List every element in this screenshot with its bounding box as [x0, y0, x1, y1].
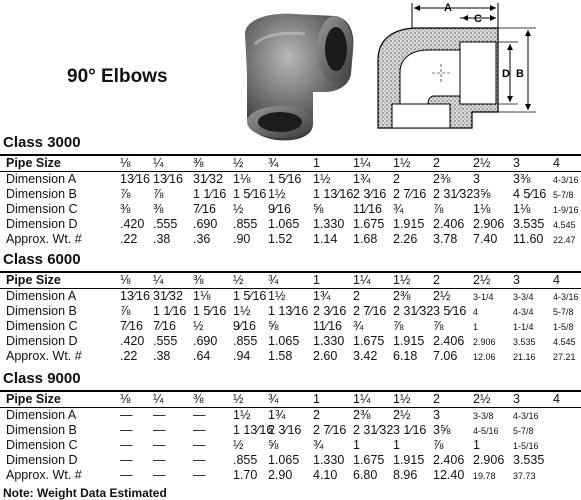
table-cell: ½: [233, 438, 244, 452]
table-cell: 9⁄16: [233, 319, 256, 333]
table-cell: .36: [193, 232, 211, 246]
table-cell: .90: [233, 232, 251, 246]
table-cell: .555: [153, 217, 178, 231]
table-cell: ⅞: [393, 319, 404, 333]
table-row: [0, 304, 581, 319]
table-cell: 22.47: [553, 235, 576, 245]
table-cell: 19.78: [473, 471, 496, 481]
table-cell: .38: [153, 349, 171, 363]
table-cell: 27.21: [553, 352, 576, 362]
pipe-size-cell: ¾: [268, 392, 279, 406]
table-cell: .690: [193, 334, 218, 348]
table-cell: ⅞: [120, 304, 131, 318]
table-cell: 4-3/4: [513, 307, 534, 317]
table-cell: —: [193, 408, 206, 422]
table-cell: 1.065: [268, 217, 300, 231]
table-cell: 2: [313, 408, 320, 422]
table-cell: 1.675: [353, 334, 385, 348]
dimension-d-label: D: [502, 68, 510, 80]
table-cell: .38: [153, 232, 171, 246]
table-cell: 3.535: [513, 217, 545, 231]
table-cell: 1.915: [393, 334, 425, 348]
table-cell: 11⁄16: [313, 319, 342, 333]
table-cell: 1½: [313, 172, 331, 186]
table-row: [0, 468, 581, 483]
row-label: Approx. Wt. #: [6, 232, 82, 246]
table-cell: —: [120, 408, 133, 422]
dimension-b-label: B: [516, 68, 524, 80]
table-cell: 1⅛: [193, 289, 211, 303]
pipe-size-cell: 1½: [393, 156, 411, 170]
table-cell: ⅞: [120, 187, 131, 201]
table-cell: 4.545: [553, 220, 576, 230]
table-cell: 1: [473, 438, 480, 452]
table-cell: 1 13⁄16: [268, 304, 309, 318]
table-cell: .555: [153, 334, 178, 348]
table-cell: 2 7⁄16: [313, 423, 347, 437]
table-cell: —: [193, 453, 206, 467]
table-cell: 2.406: [433, 334, 465, 348]
table-cell: ¾: [353, 319, 364, 333]
table-cell: .855: [233, 217, 258, 231]
table-cell: 4-5/16: [473, 426, 499, 436]
table-cell: 1.675: [353, 217, 385, 231]
table-cell: —: [153, 453, 166, 467]
table-cell: —: [153, 423, 166, 437]
table-cell: .94: [233, 349, 251, 363]
table-cell: 3⅝: [433, 423, 451, 437]
table-cell: 1: [353, 438, 360, 452]
pipe-size-cell: 1¼: [353, 392, 371, 406]
table-cell: 2.406: [433, 217, 465, 231]
table-cell: 1 5⁄16: [233, 187, 267, 201]
table-cell: 13⁄16: [120, 289, 150, 303]
table-cell: 3.535: [513, 453, 545, 467]
row-label: Dimension C: [6, 438, 78, 452]
pipe-size-cell: 1¼: [353, 273, 371, 287]
row-label: Dimension A: [6, 172, 77, 186]
row-label: Dimension D: [6, 334, 78, 348]
table-cell: ⅞: [153, 187, 164, 201]
row-label: Dimension A: [6, 289, 77, 303]
pipe-size-cell: ⅛: [120, 156, 131, 170]
table-row: [0, 319, 581, 334]
table-cell: ⅞: [433, 202, 444, 216]
table-cell: 2.60: [313, 349, 338, 363]
table-cell: 2½: [433, 289, 451, 303]
table-cell: ⅝: [268, 438, 279, 452]
pipe-size-cell: 1½: [393, 273, 411, 287]
table-cell: 4 5⁄16: [513, 187, 547, 201]
table-cell: 7.06: [433, 349, 458, 363]
table-cell: 3.78: [433, 232, 458, 246]
dimension-c-label: C: [474, 13, 482, 25]
table-cell: 3 1⁄16: [393, 423, 427, 437]
dimension-a-label: A: [444, 2, 452, 14]
table-cell: 2⅜: [433, 172, 451, 186]
table-cell: 3 5⁄16: [433, 304, 467, 318]
table-row: [0, 408, 581, 423]
table-cell: .420: [120, 334, 145, 348]
table-cell: 1¾: [268, 408, 286, 422]
table-row: [0, 423, 581, 438]
pipe-size-cell: 2: [433, 392, 440, 406]
pipe-size-cell: 4: [553, 156, 560, 170]
table-cell: 1 13⁄16: [313, 187, 354, 201]
pipe-size-cell: 1: [313, 273, 320, 287]
pipe-size-cell: ¾: [268, 156, 279, 170]
table-cell: —: [153, 408, 166, 422]
table-cell: 3.42: [353, 349, 378, 363]
pipe-size-cell: 2½: [473, 392, 491, 406]
table-cell: 37.73: [513, 471, 536, 481]
table-cell: 3: [433, 408, 440, 422]
table-cell: 2.26: [393, 232, 418, 246]
table-cell: 2 3⁄16: [313, 304, 347, 318]
table-cell: 2⅜: [353, 408, 371, 422]
pipe-size-cell: 1½: [393, 392, 411, 406]
table-cell: 1.58: [268, 349, 293, 363]
table-cell: 1: [393, 438, 400, 452]
pipe-size-cell: 2½: [473, 156, 491, 170]
table-cell: .855: [233, 334, 258, 348]
table-row: [0, 349, 581, 364]
pipe-size-cell: 4: [553, 392, 560, 406]
pipe-size-cell: ⅜: [193, 273, 204, 287]
table-cell: 4-3/16: [553, 175, 579, 185]
table-cell: 4-3/16: [513, 411, 539, 421]
table-cell: 2.906: [473, 217, 505, 231]
pipe-size-cell: ½: [233, 392, 244, 406]
table-cell: 11⁄16: [353, 202, 382, 216]
table-cell: 21.16: [513, 352, 536, 362]
pipe-size-cell: 1¼: [353, 156, 371, 170]
table-cell: 1.675: [353, 453, 385, 467]
pipe-size-cell: 1: [313, 156, 320, 170]
table-cell: —: [120, 423, 133, 437]
table-cell: 2 31⁄32: [393, 304, 434, 318]
table-cell: 13⁄16: [120, 172, 150, 186]
table-cell: 1 1⁄16: [153, 304, 187, 318]
table-cell: 8.96: [393, 468, 418, 482]
table-cell: 3-3/8: [473, 411, 494, 421]
elbow-photo: [225, 4, 365, 144]
pipe-size-cell: ⅛: [120, 273, 131, 287]
table-cell: 13⁄16: [153, 172, 183, 186]
pipe-size-label: Pipe Size: [6, 156, 61, 170]
table-cell: ⅝: [268, 319, 279, 333]
pipe-size-header-row: [0, 154, 581, 172]
row-label: Dimension A: [6, 408, 77, 422]
row-label: Dimension D: [6, 453, 78, 467]
table-cell: 2 31⁄32: [353, 423, 394, 437]
class-title: Class 9000: [3, 370, 81, 387]
pipe-size-cell: ⅛: [120, 392, 131, 406]
table-cell: 1.68: [353, 232, 378, 246]
table-cell: .420: [120, 217, 145, 231]
table-cell: 2.906: [473, 337, 496, 347]
table-cell: 7⁄16: [153, 319, 176, 333]
table-cell: —: [153, 468, 166, 482]
class-title: Class 3000: [3, 134, 81, 151]
pipe-size-header-row: [0, 271, 581, 289]
table-cell: 1.52: [268, 232, 293, 246]
table-cell: 2.406: [433, 453, 465, 467]
pipe-size-cell: 2: [433, 273, 440, 287]
row-label: Approx. Wt. #: [6, 468, 82, 482]
pipe-size-cell: ¼: [153, 392, 164, 406]
table-cell: 5-7/8: [553, 190, 574, 200]
table-cell: 3-1/4: [473, 292, 494, 302]
table-cell: .22: [120, 349, 138, 363]
table-cell: 2.90: [268, 468, 293, 482]
table-row: [0, 289, 581, 304]
row-label: Dimension B: [6, 423, 77, 437]
pipe-size-cell: 4: [553, 273, 560, 287]
table-cell: ⅞: [433, 438, 444, 452]
table-row: [0, 453, 581, 468]
pipe-size-cell: 2: [433, 156, 440, 170]
table-cell: .690: [193, 217, 218, 231]
table-row: [0, 232, 581, 247]
table-cell: 3⅜: [513, 172, 531, 186]
pipe-size-cell: ⅜: [193, 156, 204, 170]
table-cell: ⅜: [153, 202, 164, 216]
table-row: [0, 334, 581, 349]
table-cell: 2: [353, 289, 360, 303]
table-cell: 3.535: [513, 337, 536, 347]
table-cell: 7.40: [473, 232, 498, 246]
pipe-size-header-row: [0, 390, 581, 408]
table-cell: 1½: [268, 187, 286, 201]
table-cell: 12.40: [433, 468, 465, 482]
pipe-size-cell: ¼: [153, 156, 164, 170]
table-cell: 1½: [268, 289, 286, 303]
pipe-size-cell: 3: [513, 273, 520, 287]
table-cell: 1 5⁄16: [193, 304, 227, 318]
table-cell: ⅝: [313, 202, 324, 216]
page-title: 90° Elbows: [67, 66, 168, 87]
table-cell: ½: [193, 319, 204, 333]
table-cell: 12.06: [473, 352, 496, 362]
row-label: Approx. Wt. #: [6, 349, 82, 363]
table-cell: —: [193, 423, 206, 437]
table-cell: 3-3/4: [513, 292, 534, 302]
table-cell: 2⅜: [393, 289, 411, 303]
table-cell: —: [120, 468, 133, 482]
table-cell: 1.14: [313, 232, 338, 246]
pipe-size-cell: ¼: [153, 273, 164, 287]
table-cell: ½: [233, 202, 244, 216]
table-cell: 1-5/8: [553, 322, 574, 332]
table-cell: 1¾: [353, 172, 371, 186]
table-cell: ⅜: [120, 202, 131, 216]
table-cell: 1 5⁄16: [268, 172, 302, 186]
class-title: Class 6000: [3, 251, 81, 268]
table-cell: —: [193, 468, 206, 482]
row-label: Dimension D: [6, 217, 78, 231]
table-row: [0, 217, 581, 232]
weight-note: Note: Weight Data Estimated: [3, 486, 167, 500]
table-cell: 2½: [393, 408, 411, 422]
table-cell: 3⅝: [473, 187, 491, 201]
table-cell: .22: [120, 232, 138, 246]
table-cell: 7⁄16: [120, 319, 143, 333]
table-cell: 1 13⁄16: [233, 423, 274, 437]
table-cell: 31⁄32: [153, 289, 183, 303]
table-cell: 31⁄32: [193, 172, 223, 186]
table-cell: 2 3⁄16: [268, 423, 302, 437]
table-cell: 1.330: [313, 334, 345, 348]
table-cell: 1½: [233, 408, 251, 422]
pipe-size-cell: ⅜: [193, 392, 204, 406]
table-cell: ¾: [393, 202, 404, 216]
table-cell: 2: [393, 172, 400, 186]
pipe-size-label: Pipe Size: [6, 273, 61, 287]
pipe-size-cell: 3: [513, 392, 520, 406]
table-cell: —: [120, 438, 133, 452]
table-cell: 4-3/16: [553, 292, 579, 302]
table-cell: 11.60: [513, 232, 544, 246]
table-cell: 1-9/16: [553, 205, 579, 215]
table-cell: 1.065: [268, 453, 300, 467]
table-cell: 4.10: [313, 468, 338, 482]
pipe-size-label: Pipe Size: [6, 392, 61, 406]
table-cell: 2.906: [473, 453, 505, 467]
pipe-size-cell: ¾: [268, 273, 279, 287]
table-cell: 1⅛: [473, 202, 491, 216]
row-label: Dimension C: [6, 319, 78, 333]
table-cell: 3: [473, 172, 480, 186]
table-cell: 4.545: [553, 337, 576, 347]
table-cell: 1: [473, 322, 479, 332]
table-cell: 1.915: [393, 217, 425, 231]
row-label: Dimension B: [6, 187, 77, 201]
table-cell: 2 3⁄16: [353, 187, 387, 201]
row-label: Dimension C: [6, 202, 78, 216]
table-cell: .64: [193, 349, 211, 363]
table-cell: 5-7/8: [553, 307, 574, 317]
table-cell: 6.18: [393, 349, 418, 363]
table-cell: 5-7/8: [513, 426, 534, 436]
pipe-size-cell: 1: [313, 392, 320, 406]
pipe-size-cell: ½: [233, 273, 244, 287]
table-cell: .855: [233, 453, 258, 467]
table-row: [0, 202, 581, 217]
table-cell: 1½: [233, 304, 251, 318]
table-cell: 1 1⁄16: [193, 187, 227, 201]
pipe-size-cell: 3: [513, 156, 520, 170]
table-row: [0, 172, 581, 187]
table-cell: 7⁄16: [193, 202, 216, 216]
table-cell: 1.70: [233, 468, 258, 482]
table-cell: ¾: [313, 438, 324, 452]
pipe-size-cell: 2½: [473, 273, 491, 287]
row-label: Dimension B: [6, 304, 77, 318]
table-cell: —: [193, 438, 206, 452]
table-cell: 1.330: [313, 217, 345, 231]
table-row: [0, 438, 581, 453]
table-cell: 1.065: [268, 334, 300, 348]
table-cell: 1-1/4: [513, 322, 534, 332]
table-cell: 1¾: [313, 289, 331, 303]
table-cell: —: [120, 453, 133, 467]
table-cell: ⅞: [433, 319, 444, 333]
table-cell: 1.330: [313, 453, 345, 467]
table-cell: 1⅛: [513, 202, 531, 216]
table-cell: —: [153, 438, 166, 452]
table-cell: 2 31⁄32: [433, 187, 474, 201]
table-cell: 1-5/16: [513, 441, 539, 451]
elbow-cross-section-drawing: [370, 0, 545, 140]
table-cell: 2 7⁄16: [353, 304, 387, 318]
pipe-size-cell: ½: [233, 156, 244, 170]
table-cell: 1⅛: [233, 172, 251, 186]
table-cell: 1 5⁄16: [233, 289, 267, 303]
table-row: [0, 187, 581, 202]
table-cell: 1.915: [393, 453, 425, 467]
table-cell: 2 7⁄16: [393, 187, 427, 201]
table-cell: 4: [473, 307, 479, 317]
table-cell: 6.80: [353, 468, 378, 482]
table-cell: 9⁄16: [268, 202, 291, 216]
